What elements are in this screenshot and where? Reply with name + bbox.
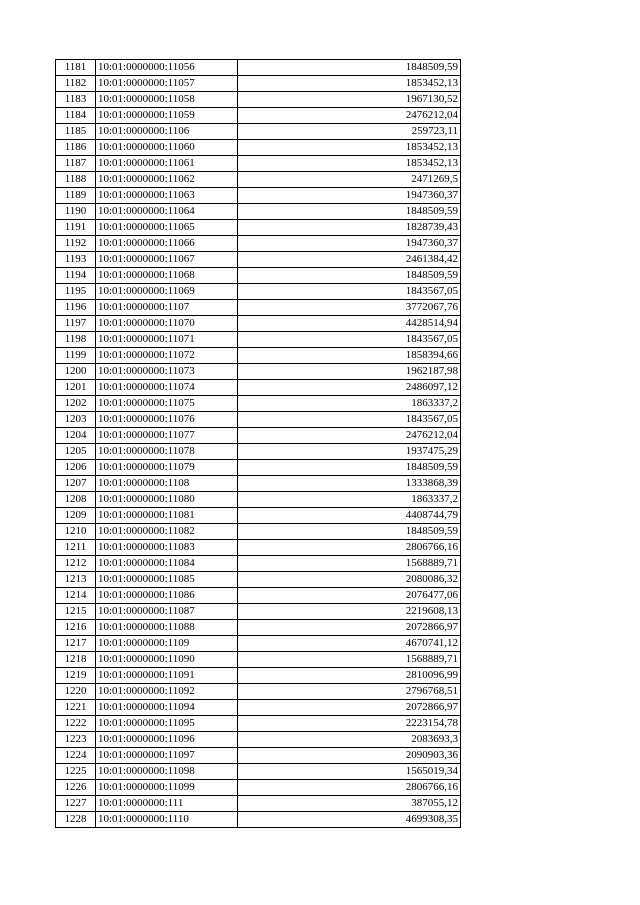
row-number: 1205	[56, 444, 96, 460]
row-number: 1183	[56, 92, 96, 108]
table-row	[56, 780, 461, 796]
table-row	[56, 636, 461, 652]
row-value: 1333868,39	[238, 476, 461, 492]
row-number: 1199	[56, 348, 96, 364]
row-number: 1227	[56, 796, 96, 812]
row-number: 1211	[56, 540, 96, 556]
table-row	[56, 188, 461, 204]
table-row	[56, 92, 461, 108]
row-value: 1848509,59	[238, 524, 461, 540]
row-number: 1218	[56, 652, 96, 668]
cadastral-number: 10:01:0000000:11061	[96, 156, 238, 172]
row-number: 1192	[56, 236, 96, 252]
row-value: 1947360,37	[238, 188, 461, 204]
table-row	[56, 796, 461, 812]
row-value: 1947360,37	[238, 236, 461, 252]
row-value: 4670741,12	[238, 636, 461, 652]
row-value: 4428514,94	[238, 316, 461, 332]
row-value: 1967130,52	[238, 92, 461, 108]
cadastral-number: 10:01:0000000:11098	[96, 764, 238, 780]
row-number: 1182	[56, 76, 96, 92]
cadastral-number: 10:01:0000000:11075	[96, 396, 238, 412]
cadastral-number: 10:01:0000000:11057	[96, 76, 238, 92]
table-row	[56, 172, 461, 188]
row-number: 1216	[56, 620, 96, 636]
table-row	[56, 764, 461, 780]
row-number: 1181	[56, 60, 96, 76]
cadastral-number: 10:01:0000000:11088	[96, 620, 238, 636]
row-value: 1962187,98	[238, 364, 461, 380]
table-row	[56, 444, 461, 460]
row-value: 1568889,71	[238, 652, 461, 668]
row-value: 1853452,13	[238, 156, 461, 172]
cadastral-number: 10:01:0000000:11094	[96, 700, 238, 716]
row-value: 2076477,06	[238, 588, 461, 604]
table-row	[56, 76, 461, 92]
table-row	[56, 108, 461, 124]
row-number: 1193	[56, 252, 96, 268]
cadastral-number: 10:01:0000000:11071	[96, 332, 238, 348]
row-number: 1194	[56, 268, 96, 284]
row-number: 1206	[56, 460, 96, 476]
row-number: 1213	[56, 572, 96, 588]
row-number: 1184	[56, 108, 96, 124]
cadastral-number: 10:01:0000000:11080	[96, 492, 238, 508]
table-row	[56, 252, 461, 268]
row-number: 1224	[56, 748, 96, 764]
row-number: 1196	[56, 300, 96, 316]
row-value: 1568889,71	[238, 556, 461, 572]
cadastral-number: 10:01:0000000:11056	[96, 60, 238, 76]
row-value: 2072866,97	[238, 620, 461, 636]
table-row	[56, 492, 461, 508]
row-value: 2806766,16	[238, 540, 461, 556]
row-number: 1200	[56, 364, 96, 380]
row-number: 1190	[56, 204, 96, 220]
cadastral-number: 10:01:0000000:11058	[96, 92, 238, 108]
cadastral-number: 10:01:0000000:11073	[96, 364, 238, 380]
row-value: 4408744,79	[238, 508, 461, 524]
cadastral-number: 10:01:0000000:11065	[96, 220, 238, 236]
table-row	[56, 220, 461, 236]
row-number: 1226	[56, 780, 96, 796]
row-number: 1185	[56, 124, 96, 140]
table-row	[56, 124, 461, 140]
table-row	[56, 156, 461, 172]
row-value: 4699308,35	[238, 812, 461, 828]
cadastral-number: 10:01:0000000:11095	[96, 716, 238, 732]
table-row	[56, 652, 461, 668]
cadastral-number: 10:01:0000000:111	[96, 796, 238, 812]
cadastral-number: 10:01:0000000:11086	[96, 588, 238, 604]
row-value: 2223154,78	[238, 716, 461, 732]
row-number: 1223	[56, 732, 96, 748]
cadastral-number: 10:01:0000000:11087	[96, 604, 238, 620]
cadastral-number: 10:01:0000000:11097	[96, 748, 238, 764]
row-number: 1186	[56, 140, 96, 156]
row-value: 2461384,42	[238, 252, 461, 268]
cadastral-number: 10:01:0000000:11064	[96, 204, 238, 220]
row-number: 1189	[56, 188, 96, 204]
row-number: 1215	[56, 604, 96, 620]
cadastral-number: 10:01:0000000:11069	[96, 284, 238, 300]
row-value: 1848509,59	[238, 204, 461, 220]
row-value: 2486097,12	[238, 380, 461, 396]
cadastral-number: 10:01:0000000:11099	[96, 780, 238, 796]
table-row	[56, 412, 461, 428]
table-row	[56, 140, 461, 156]
row-value: 1937475,29	[238, 444, 461, 460]
row-value: 2219608,13	[238, 604, 461, 620]
table-row	[56, 204, 461, 220]
row-value: 2080086,32	[238, 572, 461, 588]
table-row	[56, 572, 461, 588]
cadastral-number: 10:01:0000000:11090	[96, 652, 238, 668]
cadastral-number: 10:01:0000000:11078	[96, 444, 238, 460]
table-row	[56, 620, 461, 636]
table-row	[56, 460, 461, 476]
row-value: 1848509,59	[238, 60, 461, 76]
cadastral-number: 10:01:0000000:11082	[96, 524, 238, 540]
table-row	[56, 716, 461, 732]
row-number: 1212	[56, 556, 96, 572]
cadastral-number: 10:01:0000000:11059	[96, 108, 238, 124]
cadastral-number: 10:01:0000000:11085	[96, 572, 238, 588]
row-value: 1863337,2	[238, 396, 461, 412]
row-value: 1565019,34	[238, 764, 461, 780]
cadastral-number: 10:01:0000000:11092	[96, 684, 238, 700]
table-row	[56, 60, 461, 76]
row-number: 1207	[56, 476, 96, 492]
row-value: 1848509,59	[238, 268, 461, 284]
row-number: 1208	[56, 492, 96, 508]
row-value: 1853452,13	[238, 140, 461, 156]
row-number: 1220	[56, 684, 96, 700]
table-body	[56, 60, 461, 828]
data-table	[55, 59, 461, 828]
row-value: 1828739,43	[238, 220, 461, 236]
table-row	[56, 268, 461, 284]
cadastral-number: 10:01:0000000:11096	[96, 732, 238, 748]
table-row	[56, 396, 461, 412]
row-number: 1219	[56, 668, 96, 684]
row-value: 1848509,59	[238, 460, 461, 476]
row-value: 1843567,05	[238, 332, 461, 348]
table-row	[56, 284, 461, 300]
row-value: 2090903,36	[238, 748, 461, 764]
row-value: 2072866,97	[238, 700, 461, 716]
cadastral-number: 10:01:0000000:11066	[96, 236, 238, 252]
cadastral-number: 10:01:0000000:11060	[96, 140, 238, 156]
table-row	[56, 428, 461, 444]
cadastral-number: 10:01:0000000:11081	[96, 508, 238, 524]
table-row	[56, 476, 461, 492]
cadastral-number: 10:01:0000000:11070	[96, 316, 238, 332]
cadastral-number: 10:01:0000000:11072	[96, 348, 238, 364]
cadastral-number: 10:01:0000000:11079	[96, 460, 238, 476]
row-number: 1228	[56, 812, 96, 828]
table-row	[56, 556, 461, 572]
row-value: 2083693,3	[238, 732, 461, 748]
table-row	[56, 364, 461, 380]
row-value: 1843567,05	[238, 412, 461, 428]
table-row	[56, 508, 461, 524]
row-number: 1201	[56, 380, 96, 396]
row-value: 2476212,04	[238, 428, 461, 444]
row-value: 3772067,76	[238, 300, 461, 316]
cadastral-number: 10:01:0000000:1110	[96, 812, 238, 828]
row-number: 1210	[56, 524, 96, 540]
table-row	[56, 812, 461, 828]
cadastral-number: 10:01:0000000:1108	[96, 476, 238, 492]
row-number: 1221	[56, 700, 96, 716]
row-number: 1188	[56, 172, 96, 188]
row-number: 1203	[56, 412, 96, 428]
cadastral-number: 10:01:0000000:11063	[96, 188, 238, 204]
cadastral-number: 10:01:0000000:1106	[96, 124, 238, 140]
table-row	[56, 300, 461, 316]
table-row	[56, 316, 461, 332]
cadastral-number: 10:01:0000000:11084	[96, 556, 238, 572]
row-value: 259723,11	[238, 124, 461, 140]
row-number: 1202	[56, 396, 96, 412]
row-number: 1209	[56, 508, 96, 524]
row-number: 1225	[56, 764, 96, 780]
row-number: 1187	[56, 156, 96, 172]
row-number: 1197	[56, 316, 96, 332]
row-value: 2471269,5	[238, 172, 461, 188]
cadastral-number: 10:01:0000000:11077	[96, 428, 238, 444]
table-row	[56, 524, 461, 540]
table-row	[56, 748, 461, 764]
table-row	[56, 332, 461, 348]
table-row	[56, 540, 461, 556]
table-row	[56, 380, 461, 396]
row-value: 2806766,16	[238, 780, 461, 796]
cadastral-number: 10:01:0000000:11062	[96, 172, 238, 188]
row-value: 2476212,04	[238, 108, 461, 124]
row-value: 387055,12	[238, 796, 461, 812]
cadastral-number: 10:01:0000000:1107	[96, 300, 238, 316]
row-value: 1843567,05	[238, 284, 461, 300]
cadastral-number: 10:01:0000000:11091	[96, 668, 238, 684]
table-row	[56, 700, 461, 716]
row-number: 1195	[56, 284, 96, 300]
table-row	[56, 684, 461, 700]
cadastral-number: 10:01:0000000:11083	[96, 540, 238, 556]
row-value: 1858394,66	[238, 348, 461, 364]
cadastral-number: 10:01:0000000:11068	[96, 268, 238, 284]
row-number: 1217	[56, 636, 96, 652]
table-row	[56, 236, 461, 252]
row-number: 1204	[56, 428, 96, 444]
row-number: 1191	[56, 220, 96, 236]
cadastral-number: 10:01:0000000:1109	[96, 636, 238, 652]
table-row	[56, 668, 461, 684]
row-value: 2810096,99	[238, 668, 461, 684]
row-number: 1222	[56, 716, 96, 732]
table-row	[56, 604, 461, 620]
cadastral-number: 10:01:0000000:11067	[96, 252, 238, 268]
row-value: 2796768,51	[238, 684, 461, 700]
row-number: 1198	[56, 332, 96, 348]
row-value: 1853452,13	[238, 76, 461, 92]
row-value: 1863337,2	[238, 492, 461, 508]
table-row	[56, 588, 461, 604]
row-number: 1214	[56, 588, 96, 604]
cadastral-number: 10:01:0000000:11074	[96, 380, 238, 396]
cadastral-number: 10:01:0000000:11076	[96, 412, 238, 428]
table-row	[56, 732, 461, 748]
table-row	[56, 348, 461, 364]
